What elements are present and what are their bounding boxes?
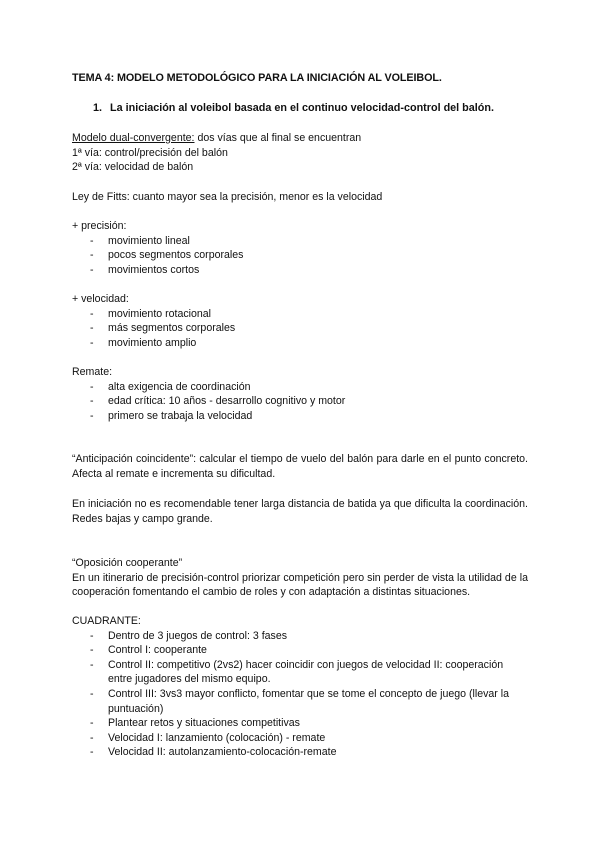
fitts-law-text: Ley de Fitts: cuanto mayor sea la precisión, menor es la velocidad xyxy=(72,191,383,203)
precision-heading: + precisión: xyxy=(72,220,127,232)
dual-model-text: dos vías que al final se encuentran xyxy=(194,132,362,144)
list-item: - movimiento amplio xyxy=(72,336,528,351)
dual-model-block xyxy=(72,131,528,175)
precision-list xyxy=(72,234,528,278)
velocidad-block xyxy=(72,292,528,350)
list-item: - Control III: 3vs3 mayor conflicto, fomentar que se tome el concepto de juego (llevar la puntuación) xyxy=(72,687,528,716)
list-item: - Velocidad II: autolanzamiento-colocación-remate xyxy=(72,745,528,760)
list-item: - movimiento rotacional xyxy=(72,307,528,322)
list-item: - movimientos cortos xyxy=(72,263,528,278)
list-item: - Control II: competitivo (2vs2) hacer coincidir con juegos de velocidad II: cooperación entre jugadores del mismo equipo. xyxy=(72,658,528,687)
remate-heading: Remate: xyxy=(72,366,113,378)
oposicion-text: En un itinerario de precisión-control priorizar competición pero sin perder de vista la utilidad de la cooperación fomentando el cambio de roles y con adaptación a distintas situaciones. xyxy=(72,571,528,599)
list-item: - pocos segmentos corporales xyxy=(72,248,528,263)
anticipacion-paragraph: “Anticipación coincidente”: calcular el tiempo de vuelo del balón para darle en el punto concreto. Afecta al remate e incrementa su dificultad. xyxy=(72,453,528,480)
dual-model-label: Modelo dual-convergente: xyxy=(72,132,195,144)
list-item: - primero se trabaja la velocidad xyxy=(72,409,528,424)
list-item: - alta exigencia de coordinación xyxy=(72,380,528,395)
via-2: 2ª vía: velocidad de balón xyxy=(72,161,194,174)
remate-list xyxy=(72,380,528,424)
section-number: 1. xyxy=(93,102,103,114)
document-title: TEMA 4: MODELO METODOLÓGICO PARA LA INICIACIÓN AL VOLEIBOL. xyxy=(72,72,442,84)
precision-block xyxy=(72,219,528,277)
cuadrante-heading: CUADRANTE: xyxy=(72,615,141,627)
remate-block xyxy=(72,365,528,423)
dual-model-line xyxy=(72,131,528,146)
cuadrante-list xyxy=(72,629,528,760)
list-item: - Velocidad I: lanzamiento (colocación) - remate xyxy=(72,731,528,746)
via-1: 1ª vía: control/precisión del balón xyxy=(72,146,228,159)
list-item: - Plantear retos y situaciones competitivas xyxy=(72,716,528,731)
list-item: - edad crítica: 10 años - desarrollo cognitivo y motor xyxy=(72,394,528,409)
cuadrante-block xyxy=(72,614,528,760)
list-item: - más segmentos corporales xyxy=(72,321,528,336)
iniciacion-paragraph: En iniciación no es recomendable tener larga distancia de batida ya que dificulta la coordinación. Redes bajas y campo grande. xyxy=(72,498,528,525)
velocidad-list xyxy=(72,307,528,351)
list-item: - Control I: cooperante xyxy=(72,643,528,658)
fitts-law xyxy=(72,190,528,205)
section-heading xyxy=(93,101,494,116)
oposicion-heading: “Oposición cooperante” xyxy=(72,557,183,569)
velocidad-heading: + velocidad: xyxy=(72,293,129,305)
list-item: - Dentro de 3 juegos de control: 3 fases xyxy=(72,629,528,644)
oposicion-block xyxy=(72,556,528,600)
list-item: - movimiento lineal xyxy=(72,234,528,249)
section-heading-text: La iniciación al voleibol basada en el continuo velocidad-control del balón. xyxy=(110,102,494,114)
